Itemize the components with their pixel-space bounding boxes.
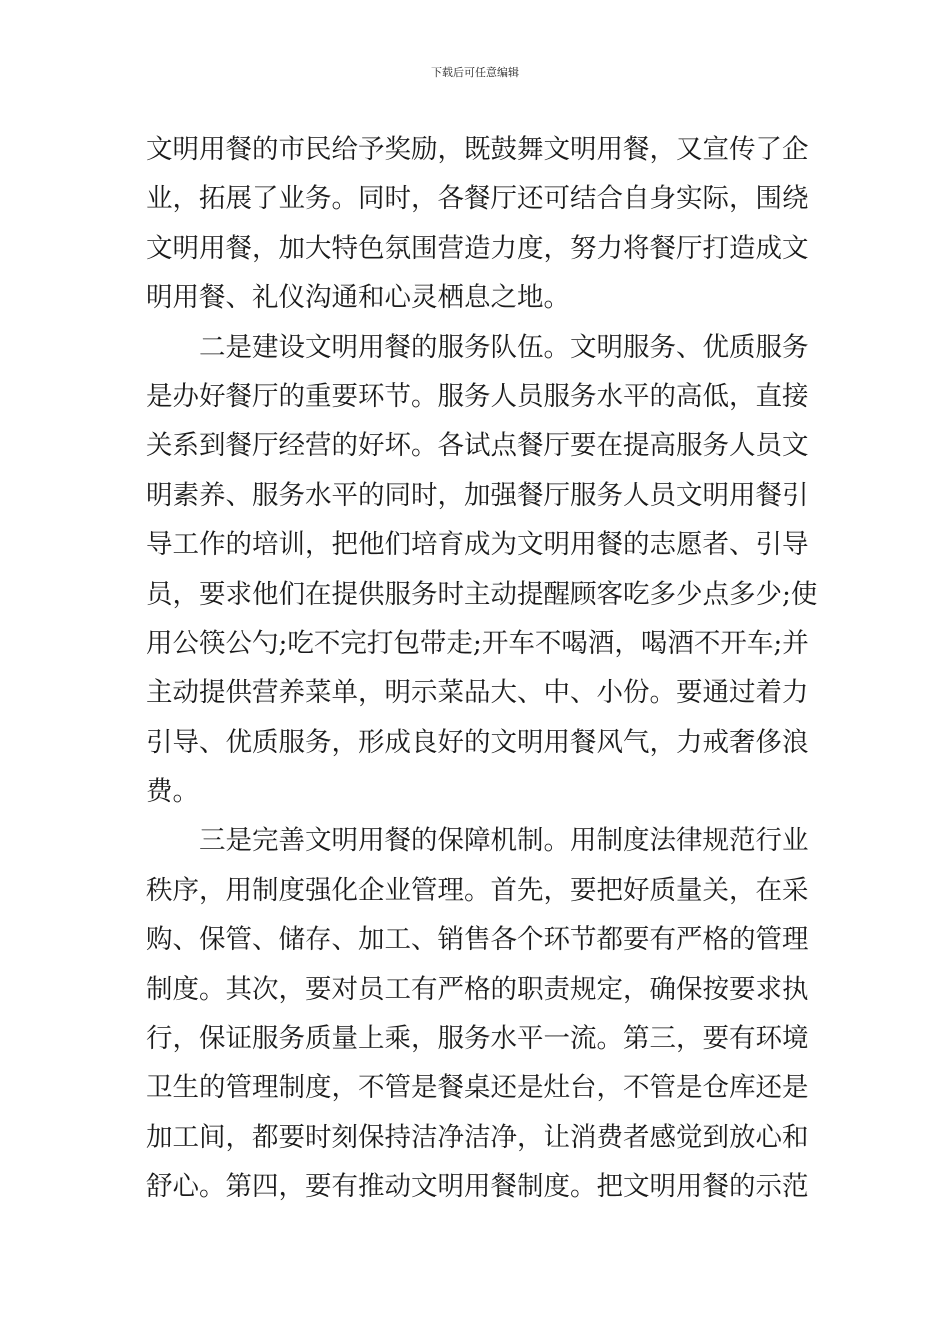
text-line: 文明用餐的市民给予奖励，既鼓舞文明用餐，又宣传了企 [146,134,809,165]
paragraph-3 [146,816,809,1211]
paragraph-1 [146,125,809,323]
text-line: 用公筷公勺;吃不完打包带走;开车不喝酒，喝酒不开车;并 [146,627,809,659]
text-line: 业，拓展了业务。同时，各餐厅还可结合自身实际，围绕 [146,183,809,215]
text-line: 秩序，用制度强化企业管理。首先，要把好质量关，在采 [146,874,809,906]
text-line: 引导、优质服务，形成良好的文明用餐风气，力戒奢侈浪 [146,726,809,758]
text-line: 卫生的管理制度，不管是餐桌还是灶台，不管是仓库还是 [146,1072,809,1104]
text-line: 员，要求他们在提供服务时主动提醒顾客吃多少点多少;使 [146,578,818,610]
text-line: 文明用餐，加大特色氛围营造力度，努力将餐厅打造成文 [146,232,809,264]
text-line: 导工作的培训，把他们培育成为文明用餐的志愿者、引导 [146,529,809,561]
text-line: 加工间，都要时刻保持洁净洁净，让消费者感觉到放心和 [146,1121,809,1153]
text-line: 行，保证服务质量上乘，服务水平一流。第三，要有环境 [146,1023,809,1055]
text-line: 费。 [146,776,199,808]
text-line: 明用餐、礼仪沟通和心灵栖息之地。 [146,282,570,314]
text-line: 二是建设文明用餐的服务队伍。文明服务、优质服务 [199,331,809,363]
page-header: 下载后可任意编辑 [431,66,519,79]
text-line: 主动提供营养菜单，明示菜品大、中、小份。要通过着力 [146,677,809,709]
text-line: 关系到餐厅经营的好坏。各试点餐厅要在提高服务人员文 [146,430,809,462]
text-line: 舒心。第四，要有推动文明用餐制度。把文明用餐的示范 [146,1171,809,1203]
paragraph-2 [146,323,818,817]
text-line: 明素养、服务水平的同时，加强餐厅服务人员文明用餐引 [146,479,809,511]
text-line: 制度。其次，要对员工有严格的职责规定，确保按要求执 [146,973,809,1005]
document-body [146,125,818,1212]
text-line: 是办好餐厅的重要环节。服务人员服务水平的高低，直接 [146,380,809,412]
text-line: 三是完善文明用餐的保障机制。用制度法律规范行业 [199,825,809,857]
text-line: 购、保管、储存、加工、销售各个环节都要有严格的管理 [146,924,809,956]
